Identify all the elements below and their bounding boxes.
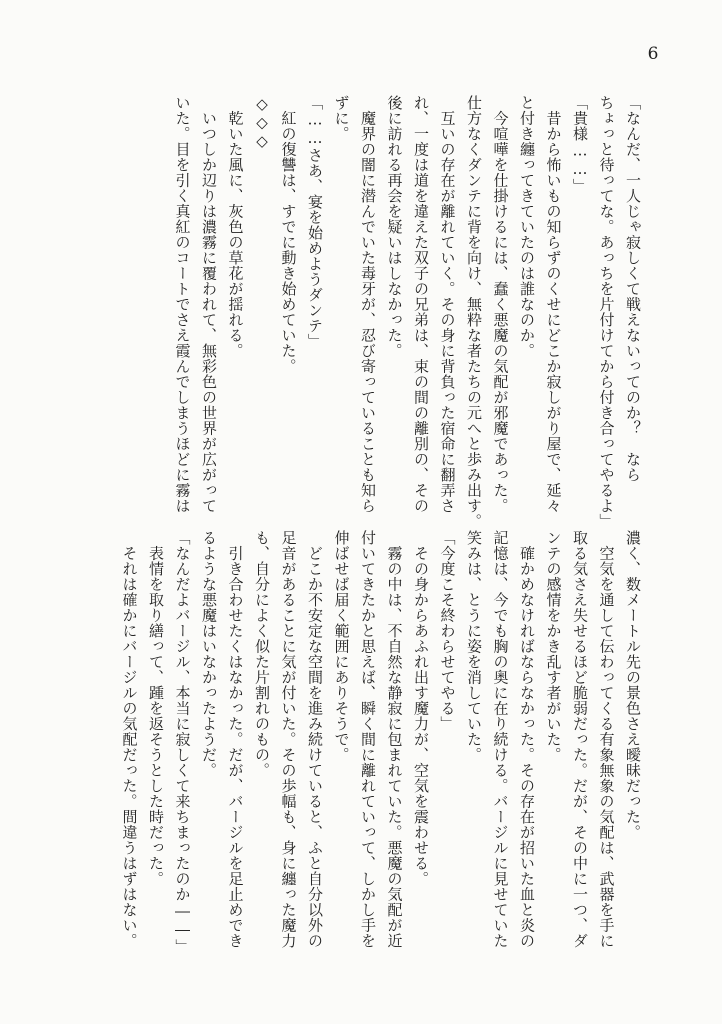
text-line: るような悪魔はいなかったようだ。 (200, 530, 218, 778)
lower-text-block (112, 530, 646, 955)
text-line: 表情を取り繕って、踵を返そうとした時だった。 (147, 530, 165, 887)
text-line: ちょっと待ってな。あっちを片付けてから付き合ってやるよ」 (597, 95, 616, 529)
text-line: 互いの存在が離れていく。その身に背負った宿命に翻弄さ (438, 95, 457, 514)
text-line: 付いてきたかと思えば、瞬く間に離れていって、しかし手を (359, 530, 377, 949)
text-line: その身からあふれ出す魔力が、空気を震わせる。 (412, 530, 430, 887)
page-number: 6 (647, 44, 659, 64)
text-line: 仕方なくダンテに背を向け、無粋な者たちの元へと歩み出す。 (465, 95, 483, 529)
text-line: 後に訪れる再会を疑いはしなかった。 (385, 95, 404, 359)
text-line: 今喧嘩を仕掛けるには、蠢く悪魔の気配が邪魔であった。 (491, 95, 510, 514)
text-line: 取る気さえ失せるほど脆弱だった。だが、その中に一つ、ダ (571, 530, 589, 949)
text-line: 紅の復讐は、すでに動き始めていた。 (279, 95, 298, 374)
text-line: も、自分によく似た片割れのもの。 (253, 530, 271, 778)
text-line: いた。目を引く真紅のコートでさえ霞んでしまうほどに霧は (173, 95, 192, 514)
text-line: いつしか辺りは濃霧に覆われて、無彩色の世界が広がって (200, 95, 218, 514)
text-line: れ、一度は道を違えた双子の兄弟は、束の間の離別の、その (412, 95, 430, 514)
text-line: ンテの感情をかき乱す者がいた。 (544, 530, 563, 763)
text-line: 霧の中は、不自然な静寂に包まれていた。悪魔の気配が近 (385, 530, 404, 949)
text-line: 伸ばせば届く範囲にありそうで。 (332, 530, 351, 763)
text-line: 濃く、数メートル先の景色さえ曖昧だった。 (624, 530, 642, 840)
text-line: 引き合わせたくはなかった。だが、バージルを足止めでき (226, 530, 245, 949)
text-line: 「今度こそ終わらせてやる」 (438, 530, 457, 732)
text-line: と付き纏ってきていたのは誰なのか。 (518, 95, 536, 359)
text-line: ずに。 (332, 95, 351, 142)
text-line: 記憶は、今でも胸の奥に在り続ける。バージルに見せていた (491, 530, 510, 949)
text-line: 乾いた風に、灰色の草花が揺れる。 (226, 95, 245, 359)
text-line: 「なんだ、一人じゃ寂しくて戦えないってのか？ なら (624, 95, 642, 483)
text-line: それは確かにバージルの気配だった。間違うはずはない。 (120, 530, 139, 949)
text-line: 足音があることに気が付いた。その歩幅も、身に纏った魔力 (279, 530, 298, 949)
text-line: どこか不安定な空間を進み続けていると、ふと自分以外の (306, 530, 324, 949)
text-line: 笑みは、とうに姿を消していた。 (465, 530, 483, 763)
scene-break: ◇◇◇ (253, 95, 271, 151)
text-line: 確かめなければならなかった。その存在が招いた血と炎の (518, 530, 536, 949)
upper-text-block (112, 95, 646, 529)
text-line: 「なんだよバージル、本当に寂しくて来ちまったのか――」 (173, 530, 192, 955)
text-line: 魔界の闇に潜んでいた毒牙が、忍び寄っていることも知ら (359, 95, 377, 514)
text-line: 空気を通して伝わってくる有象無象の気配は、武器を手に (597, 530, 616, 949)
text-line: 「貴様……」 (571, 95, 589, 194)
text-line: 昔から怖いもの知らずのくせにどこか寂しがり屋で、延々 (544, 95, 563, 514)
text-line: 「……さあ、宴を始めようダンテ」 (306, 95, 324, 349)
